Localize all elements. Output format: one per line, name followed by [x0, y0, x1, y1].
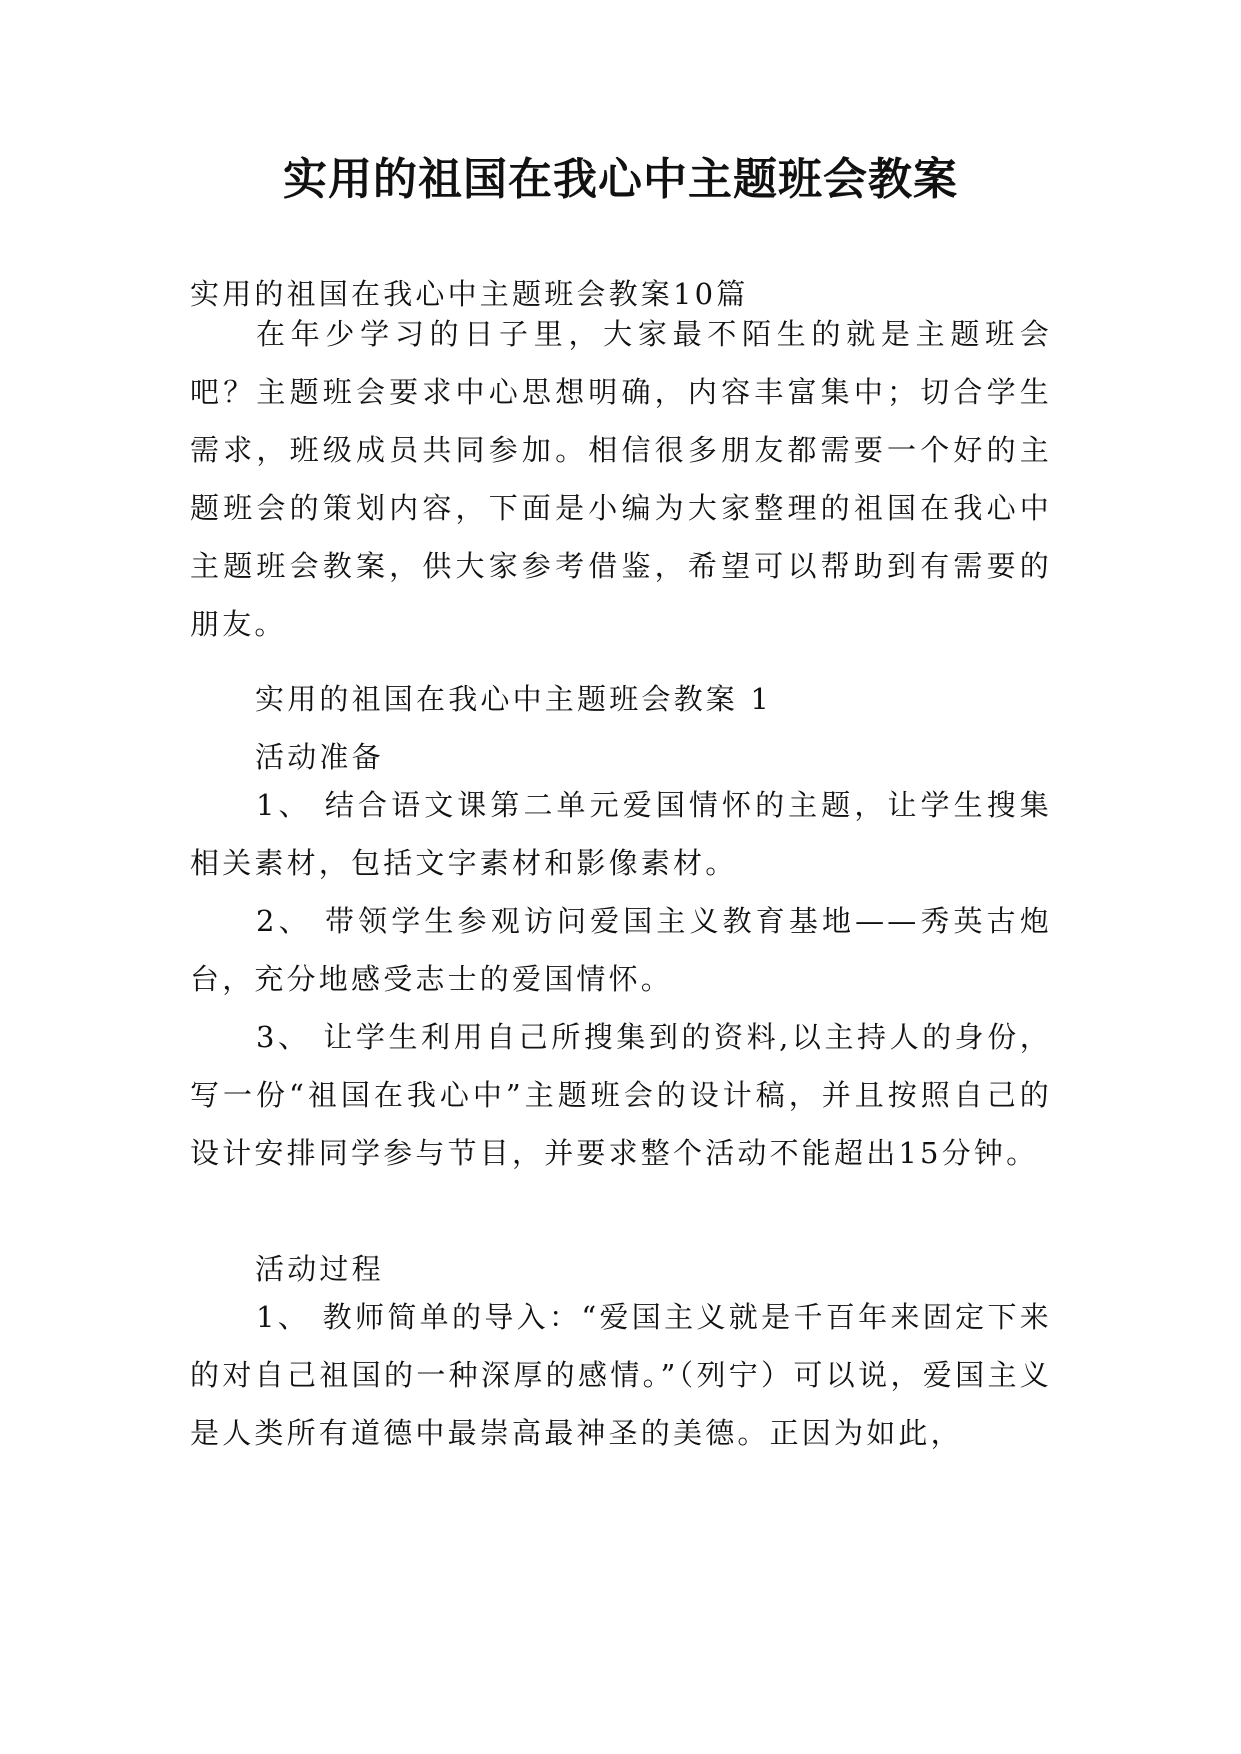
prep-item-3: 3、 让学生利用自己所搜集到的资料,以主持人的身份，写一份“祖国在我心中”主题班会的设计稿，并且按照自己的设计安排同学参与节目，并要求整个活动不能超出15分钟。 — [190, 1020, 1052, 1170]
prep-item-2: 2、 带领学生参观访问爱国主义教育基地——秀英古炮台，充分地感受志士的爱国情怀。 — [190, 904, 1052, 996]
prep-heading: 活动准备 — [255, 740, 384, 774]
process-heading: 活动过程 — [255, 1252, 384, 1286]
process-item-1: 1、 教师简单的导入：“爱国主义就是千百年来固定下来的对自己祖国的一种深厚的感情。”（列宁）可以说，爱国主义是人类所有道德中最崇高最神圣的美德。正因为如此， — [190, 1300, 1052, 1450]
intro-paragraph: 在年少学习的日子里，大家最不陌生的就是主题班会吧？主题班会要求中心思想明确，内容丰富集中；切合学生需求，班级成员共同参加。相信很多朋友都需要一个好的主题班会的策划内容，下面是小编为大家整理的祖国在我心中主题班会教案，供大家参考借鉴，希望可以帮助到有需要的朋友。 — [190, 317, 1052, 641]
prep-item-1: 1、 结合语文课第二单元爱国情怀的主题，让学生搜集相关素材，包括文字素材和影像素材。 — [190, 788, 1052, 880]
section-title: 实用的祖国在我心中主题班会教案 1 — [255, 682, 773, 716]
page-title: 实用的祖国在我心中主题班会教案 — [283, 154, 958, 205]
document-subtitle: 实用的祖国在我心中主题班会教案10篇 — [190, 277, 749, 311]
